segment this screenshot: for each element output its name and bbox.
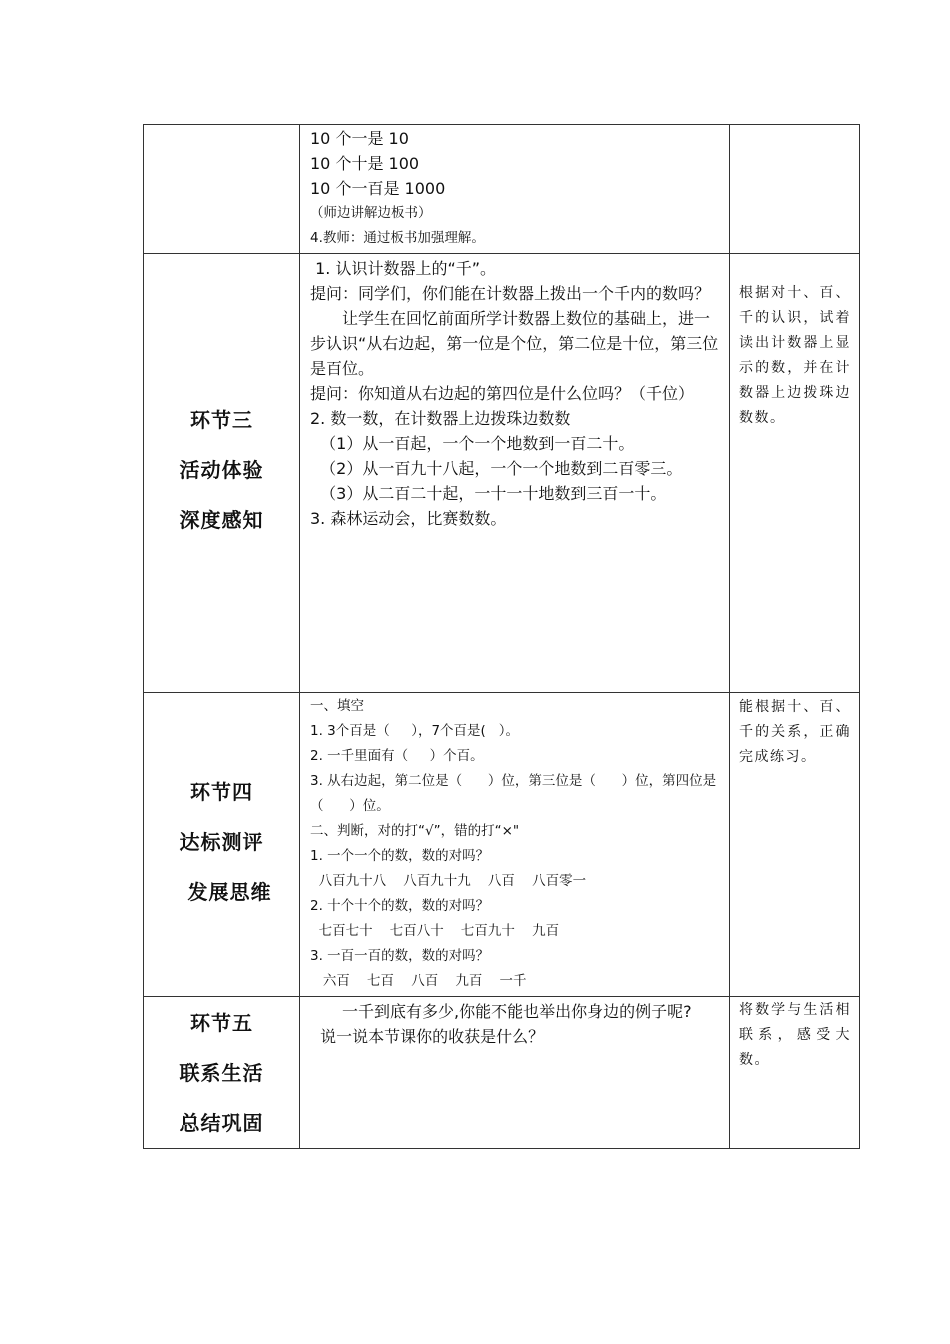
- content-line: 一千到底有多少,你能不能也举出你身边的例子呢?: [342, 1002, 692, 1021]
- stage-subtitle: 联系生活: [179, 1061, 264, 1085]
- note-cell: [730, 125, 860, 254]
- content-line: 2. 十个十个的数，数的对吗？: [310, 898, 490, 914]
- content-line: 3. 从右边起，第二位是（ ）位，第三位是（ ）位，第四位是（ ）位。: [310, 773, 717, 814]
- stage-cell: [144, 997, 300, 1149]
- content-line: 六百 七百 八百 九百 一千: [310, 973, 527, 989]
- note-cell: [730, 997, 860, 1149]
- content-line: 七百七十 七百八十 七百九十 九百: [310, 923, 560, 939]
- content-cell: [300, 693, 730, 997]
- note-text: 根据对十、百、千的认识，试着读出计数器上显示的数，并在计数器上边拨珠边数数。: [739, 285, 851, 426]
- content-line: 10 个十是 100: [310, 154, 420, 173]
- stage-title: 环节五: [190, 1011, 253, 1035]
- content-line: 1. 3个百是（ ），7个百是( ）。: [310, 723, 519, 739]
- content-line: 3. 一百一百的数，数的对吗？: [310, 948, 490, 964]
- note-text: 能根据十、百、千的关系，正确完成练习。: [739, 699, 851, 765]
- content-line: 一、填空: [310, 698, 364, 714]
- content-line: 10 个一是 10: [310, 129, 409, 148]
- stage-title: 环节四: [190, 780, 253, 804]
- content-line: 4.教师：通过板书加强理解。: [310, 230, 485, 246]
- content-line: 10 个一百是 1000: [310, 179, 446, 198]
- content-line: 1. 一个一个的数，数的对吗？: [310, 848, 490, 864]
- table-row: [144, 254, 860, 693]
- stage-subtitle: 发展思维: [187, 880, 272, 904]
- table-row: [144, 125, 860, 254]
- stage-subtitle: 深度感知: [179, 508, 264, 532]
- table-row: [144, 997, 860, 1149]
- content-cell: [300, 125, 730, 254]
- stage-subtitle: 活动体验: [179, 458, 264, 482]
- note-text: 将数学与生活相联系，感受大数。: [739, 1002, 851, 1068]
- content-line: 二、判断，对的打“√”，错的打“×": [310, 823, 520, 839]
- content-line: 2. 一千里面有（ ）个百。: [310, 748, 484, 764]
- content-line: 提问：你知道从右边起的第四位是什么位吗？（千位）: [310, 384, 695, 403]
- content-line: 1. 认识计数器上的“千”。: [310, 259, 497, 278]
- stage-cell: [144, 693, 300, 997]
- stage-subtitle: 达标测评: [179, 830, 264, 854]
- content-line: 2. 数一数，在计数器上边拨珠边数数: [310, 409, 571, 428]
- table-row: [144, 693, 860, 997]
- stage-title: 环节三: [190, 408, 253, 432]
- content-cell: [300, 997, 730, 1149]
- content-line: 让学生在回忆前面所学计数器上数位的基础上，进一步认识“从右边起，第一位是个位，第二位是十位，第三位是百位。: [310, 309, 719, 378]
- stage-cell: [144, 254, 300, 693]
- stage-subtitle: 总结巩固: [179, 1111, 264, 1135]
- content-line: （师边讲解边板书）: [310, 205, 432, 221]
- note-text: [730, 125, 859, 135]
- note-cell: [730, 254, 860, 693]
- content-line: （1）从一百起，一个一个地数到一百二十。: [310, 434, 635, 453]
- lesson-plan-table: [143, 124, 860, 1149]
- content-line: （3）从二百二十起，一十一十地数到三百一十。: [310, 484, 667, 503]
- content-line: 3. 森林运动会，比赛数数。: [310, 509, 507, 528]
- content-line: 八百九十八 八百九十九 八百 八百零一: [310, 873, 587, 889]
- content-cell: [300, 254, 730, 693]
- content-line: 提问：同学们，你们能在计数器上拨出一个千内的数吗？: [310, 284, 711, 303]
- content-line: 说一说本节课你的收获是什么？: [310, 1027, 545, 1046]
- content-line: （2）从一百九十八起，一个一个地数到二百零三。: [310, 459, 683, 478]
- note-cell: [730, 693, 860, 997]
- stage-cell: [144, 125, 300, 254]
